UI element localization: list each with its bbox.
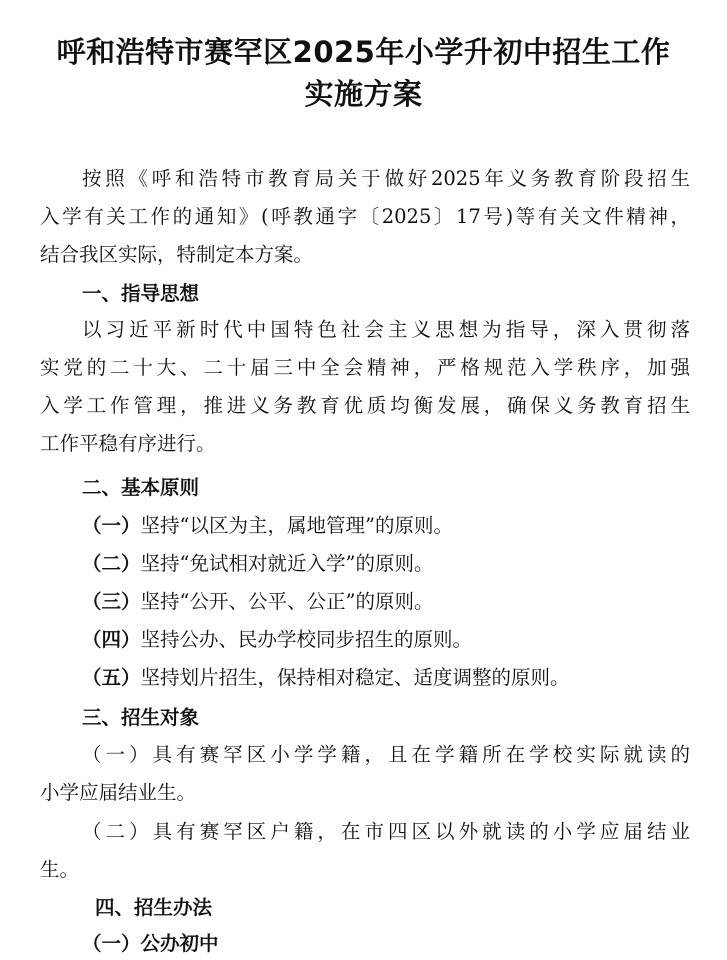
section-4-heading: 四、招生办法 [95, 896, 213, 919]
principle-item [82, 664, 690, 692]
intro-line-3: 结合我区实际，特制定本方案。 [40, 243, 314, 266]
principle-text: 坚持“公开、公平、公正”的原则。 [140, 590, 434, 613]
section-1-line-2: 实党的二十大、二十届三中全会精神，严格规范入学秩序，加强 [40, 356, 690, 379]
principle-number: （三） [82, 590, 141, 613]
section-1-heading: 一、指导思想 [82, 282, 200, 305]
section-1-line-3: 入学工作管理，推进义务教育优质均衡发展，确保义务教育招生 [40, 394, 690, 417]
section-3-item-1-line-1: （一）具有赛罕区小学学籍，且在学籍所在学校实际就读的 [82, 743, 690, 766]
principle-text: 坚持划片招生，保持相对稳定、适度调整的原则。 [140, 666, 570, 689]
principle-item [82, 588, 690, 616]
section-3-heading: 三、招生对象 [82, 706, 200, 729]
principle-text: 坚持“以区为主，属地管理”的原则。 [140, 514, 453, 537]
principle-number: （二） [82, 552, 141, 575]
section-1-line-4: 工作平稳有序进行。 [40, 432, 216, 455]
section-2-heading: 二、基本原则 [82, 476, 200, 499]
intro-line-1: 按照《呼和浩特市教育局关于做好2025年义务教育阶段招生 [82, 167, 690, 190]
principle-number: （四） [82, 628, 141, 651]
document-title-line-1: 呼和浩特市赛罕区2025年小学升初中招生工作 [56, 35, 671, 69]
principle-text: 坚持公办、民办学校同步招生的原则。 [140, 628, 473, 651]
section-3-item-1-line-2: 小学应届结业生。 [40, 781, 197, 804]
principle-item [82, 512, 690, 540]
principle-number: （五） [82, 666, 141, 689]
principle-item [82, 626, 690, 654]
principle-item [82, 550, 690, 578]
intro-line-2: 入学有关工作的通知》(呼教通字〔2025〕17号)等有关文件精神， [40, 205, 690, 228]
principle-text: 坚持“免试相对就近入学”的原则。 [140, 552, 434, 575]
section-3-item-2-line-2: 生。 [40, 858, 80, 881]
section-1-line-1: 以习近平新时代中国特色社会主义思想为指导，深入贯彻落 [82, 318, 690, 341]
section-4-subheading: （一）公办初中 [82, 932, 219, 955]
document-title-line-2: 实施方案 [304, 77, 423, 111]
principle-number: （一） [82, 514, 141, 537]
section-3-item-2-line-1: （二）具有赛罕区户籍，在市四区以外就读的小学应届结业 [82, 820, 690, 843]
